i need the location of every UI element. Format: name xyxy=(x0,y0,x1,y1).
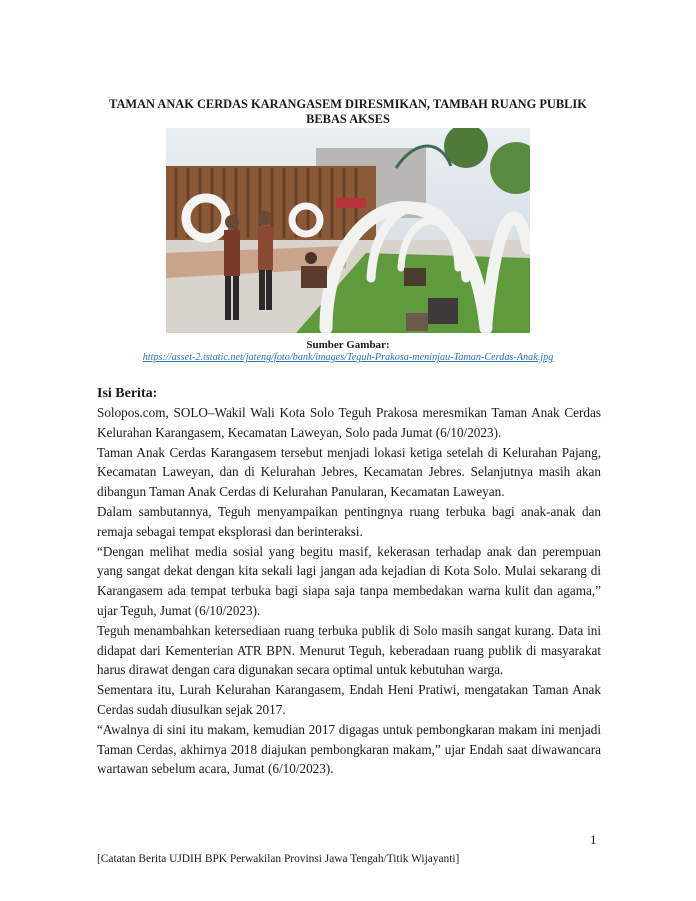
paragraph: Solopos.com, SOLO–Wakil Wali Kota Solo Teguh Prakosa meresmikan Taman Anak Cerdas Kelurahan Karangasem, Kecamatan Laweyan, Solo pada Jumat (6/10/2023). xyxy=(97,405,601,440)
article-body xyxy=(97,403,601,779)
page-footer: [Catatan Berita UJDIH BPK Perwakilan Provinsi Jawa Tengah/Titik Wijayanti] xyxy=(97,853,460,865)
paragraph: Dalam sambutannya, Teguh menyampaikan pentingnya ruang terbuka bagi anak-anak dan remaja sebagai tempat eksplorasi dan berinteraksi. xyxy=(97,503,601,539)
paragraph: Taman Anak Cerdas Karangasem tersebut menjadi lokasi ketiga setelah di Kelurahan Pajang, Kecamatan Laweyan, dan di Kelurahan Jebres, Kecamatan Jebres. Selanjutnya masih akan dibangun Taman Anak Cerdas di Kelurahan Panularan, Kecamatan Laweyan. xyxy=(97,444,601,500)
news-photo xyxy=(166,128,530,333)
image-caption-label: Sumber Gambar: xyxy=(306,339,390,351)
paragraph: “Dengan melihat media sosial yang begitu masif, kekerasan terhadap anak dan perempuan yang sangat dekat dengan kita sekali lagi jangan ada kejadian di Kota Solo. Mulai sekarang di Karangasem ada tempat terbuka bagi siapa saja tanpa membedakan warna kulit dan agama,” ujar Teguh, Jumat (6/10/2023). xyxy=(97,543,601,618)
image-source-link[interactable]: https://asset-2.tstatic.net/jateng/foto/bank/images/Teguh-Prakosa-meninjau-Taman-Cerdas-Anak.jpg xyxy=(142,352,554,363)
paragraph: “Awalnya di sini itu makam, kemudian 2017 digagas untuk pembongkaran makam ini menjadi Taman Cerdas, akhirnya 2018 diajukan pembongkaran makam,” ujar Endah saat diwawancara wartawan sebelum acara, Jumat (6/10/2023). xyxy=(97,721,601,777)
document-title: TAMAN ANAK CERDAS KARANGASEM DIRESMIKAN, TAMBAH RUANG PUBLIK BEBAS AKSES xyxy=(109,97,587,126)
paragraph: Teguh menambahkan ketersediaan ruang terbuka publik di Solo masih sangat kurang. Data ini didapat dari Kementerian ATR BPN. Menurut Teguh, keberadaan ruang publik di masyarakat harus dirawat dengan cara digunakan secara optimal untuk kebutuhan warga. xyxy=(97,622,601,678)
section-heading: Isi Berita: xyxy=(97,386,158,401)
page-number: 1 xyxy=(590,832,597,847)
park-scene-image xyxy=(166,128,530,333)
paragraph: Sementara itu, Lurah Kelurahan Karangasem, Endah Heni Pratiwi, mengatakan Taman Anak Cerdas sudah diusulkan sejak 2017. xyxy=(97,682,601,717)
